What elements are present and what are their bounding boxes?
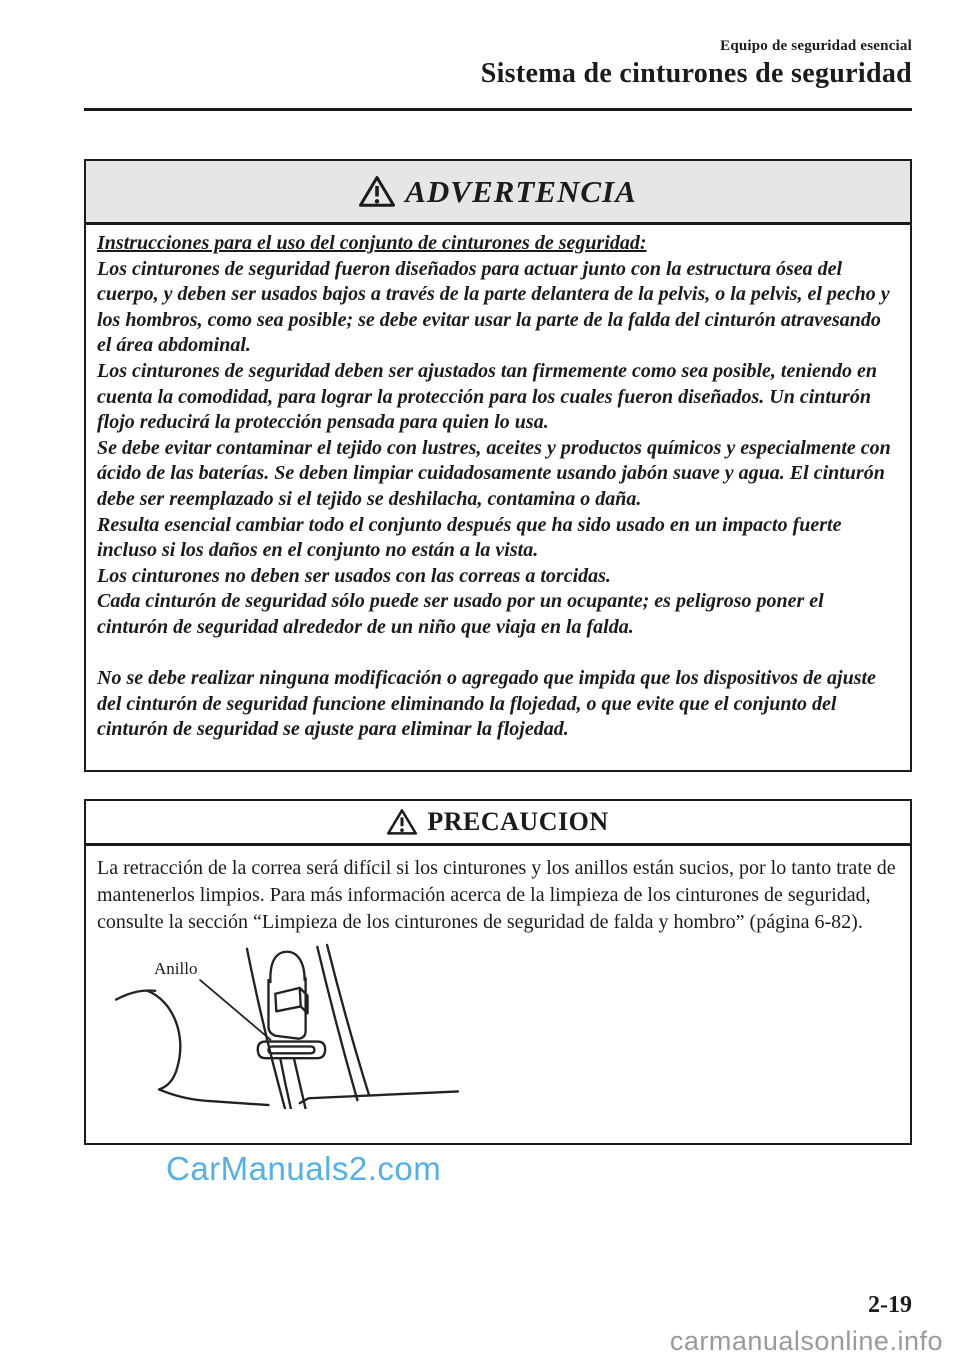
warning-paragraph: Se debe evitar contaminar el tejido con lustres, aceites y productos químicos y especialmente con ácido de las baterías. Se deben limpiar cuidadosamente usando jabón suave y agua. El cinturón debe ser reemplazado si el tejido se deshilacha, contamina o daña. <box>97 436 891 510</box>
figure-label-anillo: Anillo <box>154 959 198 978</box>
warning-paragraph: Cada cinturón de seguridad sólo puede ser usado por un ocupante; es peligroso poner el cinturón de seguridad alrededor de un niño que viaja en la falda. <box>97 590 824 638</box>
caution-box <box>84 799 912 1145</box>
warning-box-body <box>86 225 910 743</box>
warning-paragraph: Resulta esencial cambiar todo el conjunto después que ha sido usado en un impacto fuerte incluso si los daños en el conjunto no están a la vista. <box>97 513 842 562</box>
page-header <box>481 38 912 90</box>
warning-box <box>84 159 912 772</box>
warning-final-paragraph: No se debe realizar ninguna modificación o agregado que impida que los dispositivos de ajuste del cinturón de seguridad funcione eliminando la flojedad, o que evite que el conjunto del cinturón de seguridad se ajuste para eliminar la flojedad. <box>97 667 876 741</box>
caution-paragraph: La retracción de la correa será difícil si los cinturones y los anillos están sucios, por lo tanto trate de mantenerlos limpios. Para más información acerca de la limpieza de los cinturones de seguridad, consulte la sección “Limpieza de los cinturones de seguridad de falda y hombro” (página 6-82). <box>97 857 896 933</box>
warning-triangle-icon <box>387 808 417 836</box>
caution-box-header <box>86 801 910 846</box>
chapter-eyebrow: Equipo de seguridad esencial <box>720 38 912 54</box>
warning-box-header <box>86 161 910 225</box>
warning-paragraph: Los cinturones de seguridad deben ser ajustados tan firmemente como sea posible, teniendo en cuenta la comodidad, para lograr la protección para los cuales fueron diseñados. Un cinturón flojo reducirá la protección pensada para quien lo usa. <box>97 359 878 434</box>
warning-heading: Instrucciones para el uso del conjunto de cinturones de seguridad: <box>97 232 647 254</box>
page-number: 2-19 <box>868 1292 912 1318</box>
warning-triangle-icon <box>359 175 395 208</box>
warning-paragraph: Los cinturones de seguridad fueron diseñados para actuar junto con la estructura ósea del cuerpo, y deben ser usados bajos a través de la parte delantera de la pelvis, o la pelvis, el pecho y los hombros, como sea posible; se debe evitar usar la parte de la falda del cinturón atravesando el área abdominal. <box>97 257 890 357</box>
caution-box-body <box>86 846 910 936</box>
warning-paragraph: Los cinturones no deben ser usados con las correas a torcidas. <box>97 564 611 587</box>
seatbelt-ring-figure <box>94 941 910 1109</box>
page-title: Sistema de cinturones de seguridad <box>480 58 912 89</box>
caution-box-title: PRECAUCION <box>427 807 609 836</box>
warning-box-title: ADVERTENCIA <box>405 173 637 209</box>
pillar-seatbelt-illustration <box>94 941 484 1109</box>
watermark-carmanualsonline: carmanualsonline.info <box>669 1326 943 1356</box>
title-rule <box>84 108 912 111</box>
watermark-carmanuals2: CarManuals2.com <box>166 1150 442 1187</box>
